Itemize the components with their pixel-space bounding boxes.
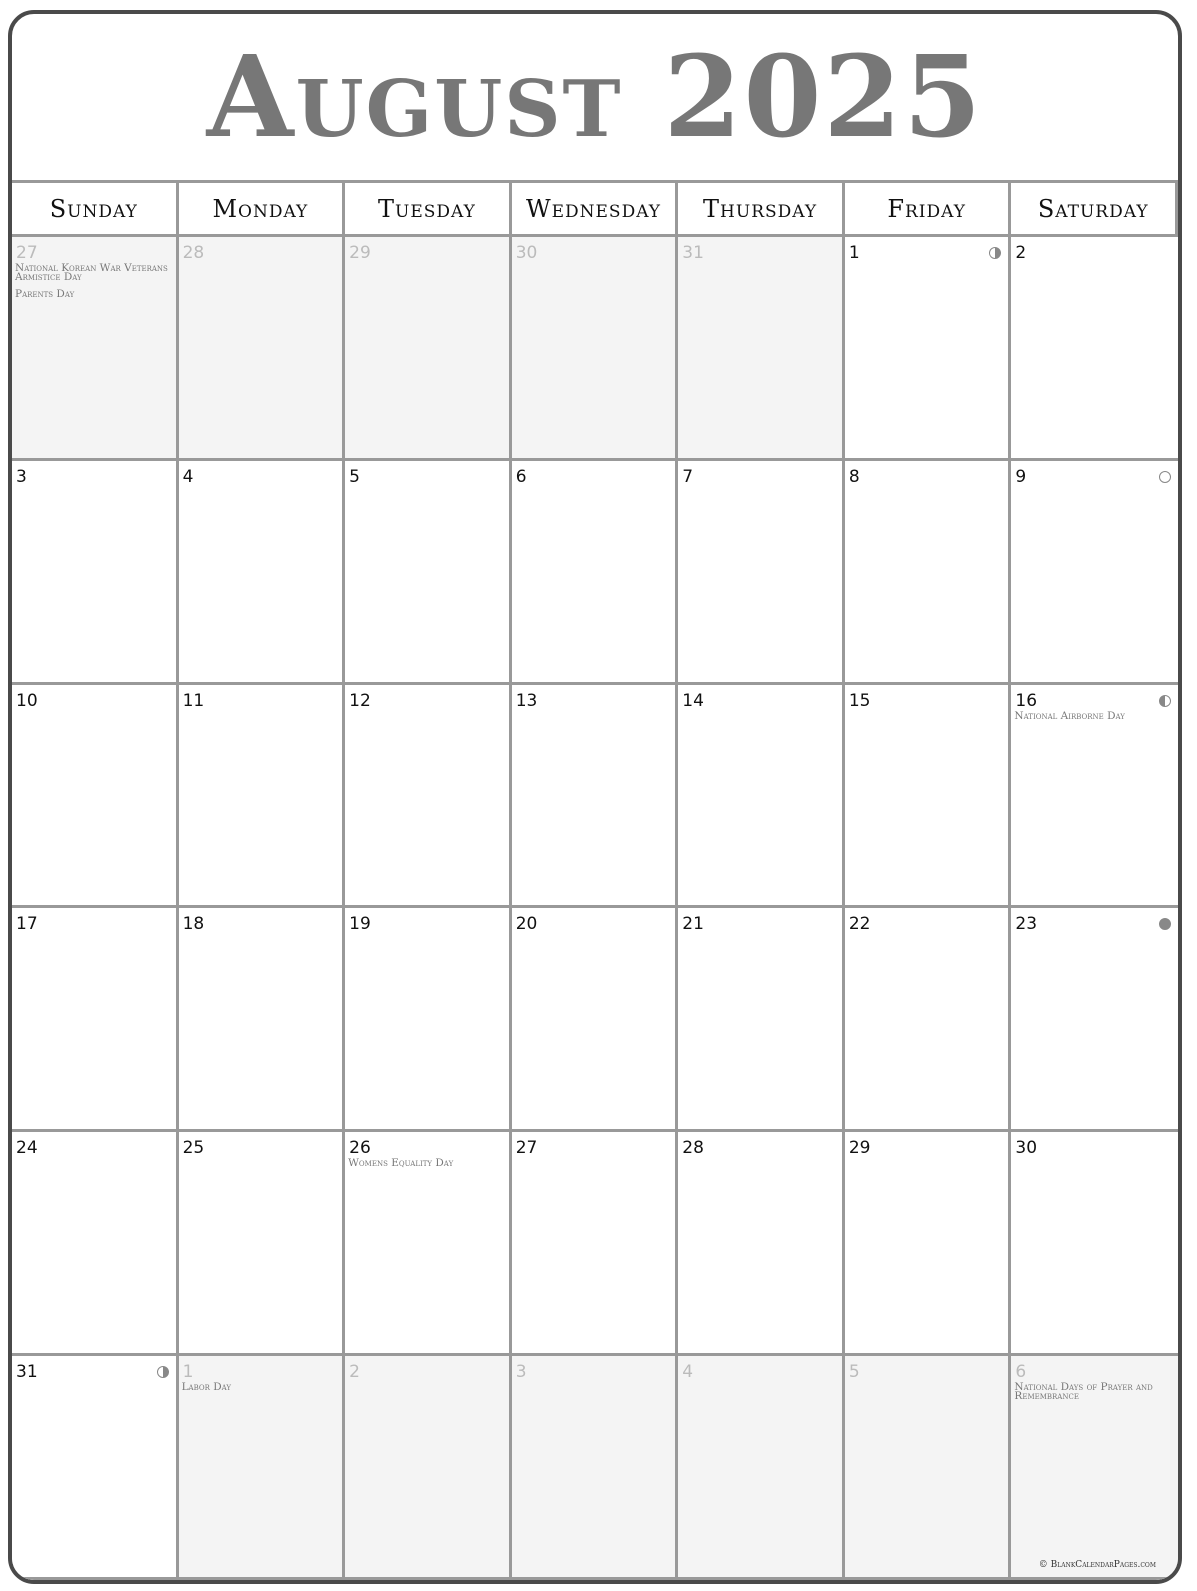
day-cell[interactable] (12, 685, 179, 909)
day-number: 22 (848, 914, 871, 935)
day-number: 17 (16, 914, 38, 935)
day-cell[interactable] (845, 237, 1012, 461)
day-number: 6 (515, 466, 527, 487)
full-moon-icon (1159, 471, 1171, 483)
day-number: 6 (1015, 1362, 1027, 1383)
day-cell[interactable] (345, 237, 512, 461)
credit-text: © BlankCalendarPages.com (1038, 1560, 1156, 1570)
day-cell[interactable] (12, 461, 179, 685)
day-cell[interactable] (678, 908, 845, 1132)
event-list (15, 264, 172, 307)
day-number: 18 (182, 914, 205, 935)
day-number: 2 (1015, 243, 1027, 263)
day-number: 5 (349, 466, 360, 487)
day-cell[interactable] (12, 908, 179, 1132)
day-cell[interactable] (678, 461, 845, 685)
weekday-header-monday: Monday (179, 183, 346, 237)
day-cell[interactable] (12, 237, 179, 461)
day-cell[interactable] (845, 685, 1012, 909)
event-label: National Airborne Day (1014, 709, 1125, 722)
calendar-grid (12, 180, 1178, 1580)
day-cell[interactable] (678, 685, 845, 909)
day-cell[interactable] (512, 1132, 679, 1356)
day-number: 27 (16, 243, 38, 263)
day-cell[interactable] (512, 908, 679, 1132)
last-quarter-moon-icon (1159, 695, 1171, 707)
day-number: 19 (349, 914, 371, 935)
day-cell[interactable] (179, 1132, 346, 1356)
day-number: 28 (682, 1138, 704, 1159)
day-number: 9 (1015, 466, 1027, 487)
event-list (1014, 1383, 1174, 1409)
day-cell[interactable] (1011, 908, 1178, 1132)
event-label: National Korean War Veterans Armistice Day (15, 262, 168, 283)
day-number: 27 (515, 1138, 538, 1159)
day-cell[interactable] (845, 1356, 1012, 1580)
day-number: 8 (848, 466, 860, 487)
day-cell[interactable] (179, 908, 346, 1132)
event-list (348, 1159, 505, 1176)
day-number: 23 (1015, 914, 1038, 935)
day-cell[interactable] (512, 1356, 679, 1580)
day-cell[interactable] (12, 1132, 179, 1356)
first-quarter-moon-icon (157, 1366, 169, 1378)
event-label: National Days of Prayer and Remembrance (1014, 1381, 1153, 1403)
day-number: 24 (16, 1138, 38, 1159)
day-number: 28 (182, 243, 205, 263)
day-number: 16 (1015, 690, 1038, 711)
day-cell[interactable] (1011, 237, 1178, 461)
day-number: 10 (16, 690, 38, 711)
first-quarter-moon-icon (989, 247, 1001, 259)
day-cell[interactable] (179, 461, 346, 685)
day-cell[interactable] (12, 1356, 179, 1580)
event-label: Womens Equality Day (348, 1157, 454, 1170)
day-cell[interactable] (678, 1356, 845, 1580)
day-number: 1 (848, 243, 860, 263)
day-cell[interactable] (845, 908, 1012, 1132)
day-number: 3 (16, 466, 27, 487)
day-cell[interactable] (345, 461, 512, 685)
day-number: 20 (515, 914, 538, 935)
weekday-header-tuesday: Tuesday (345, 183, 512, 237)
day-cell[interactable] (179, 685, 346, 909)
day-number: 21 (682, 914, 704, 935)
day-cell[interactable] (1011, 461, 1178, 685)
event-list (1014, 709, 1174, 729)
day-cell[interactable] (512, 237, 679, 461)
day-cell[interactable] (1011, 685, 1178, 909)
weekday-header-saturday: Saturday (1011, 183, 1178, 237)
day-number: 29 (349, 243, 371, 263)
day-number: 3 (515, 1362, 527, 1383)
day-number: 11 (182, 690, 205, 711)
day-cell[interactable] (345, 1132, 512, 1356)
day-number: 7 (682, 466, 694, 487)
day-number: 4 (682, 1362, 694, 1383)
day-number: 15 (848, 690, 871, 711)
weekday-header-friday: Friday (845, 183, 1012, 237)
day-number: 30 (515, 243, 538, 263)
day-cell[interactable] (345, 1356, 512, 1580)
day-number: 29 (848, 1138, 871, 1159)
day-cell[interactable] (1011, 1132, 1178, 1356)
day-cell[interactable] (1011, 1356, 1178, 1580)
day-cell[interactable] (678, 1132, 845, 1356)
day-number: 4 (182, 466, 194, 487)
event-label: Labor Day (181, 1381, 232, 1394)
calendar-frame (8, 10, 1182, 1584)
day-cell[interactable] (345, 908, 512, 1132)
event-list (182, 1383, 339, 1400)
weekday-header-wednesday: Wednesday (512, 183, 679, 237)
weekday-header-thursday: Thursday (678, 183, 845, 237)
day-cell[interactable] (179, 237, 346, 461)
day-number: 31 (16, 1362, 38, 1383)
day-cell[interactable] (179, 1356, 346, 1580)
day-cell[interactable] (512, 461, 679, 685)
day-cell[interactable] (845, 461, 1012, 685)
day-cell[interactable] (345, 685, 512, 909)
day-cell[interactable] (845, 1132, 1012, 1356)
new-moon-icon (1159, 918, 1171, 930)
calendar-title: August 2025 (206, 31, 984, 163)
day-number: 26 (349, 1138, 371, 1159)
day-cell[interactable] (678, 237, 845, 461)
day-number: 30 (1015, 1138, 1038, 1159)
day-cell[interactable] (512, 685, 679, 909)
day-number: 2 (349, 1362, 360, 1383)
day-number: 13 (515, 690, 538, 711)
day-number: 14 (682, 690, 704, 711)
day-number: 31 (682, 243, 704, 263)
day-number: 1 (182, 1362, 194, 1383)
weekday-header-sunday: Sunday (12, 183, 179, 237)
event-label: Parents Day (15, 288, 75, 300)
day-number: 12 (349, 690, 371, 711)
day-number: 25 (182, 1138, 205, 1159)
day-number: 5 (848, 1362, 860, 1383)
